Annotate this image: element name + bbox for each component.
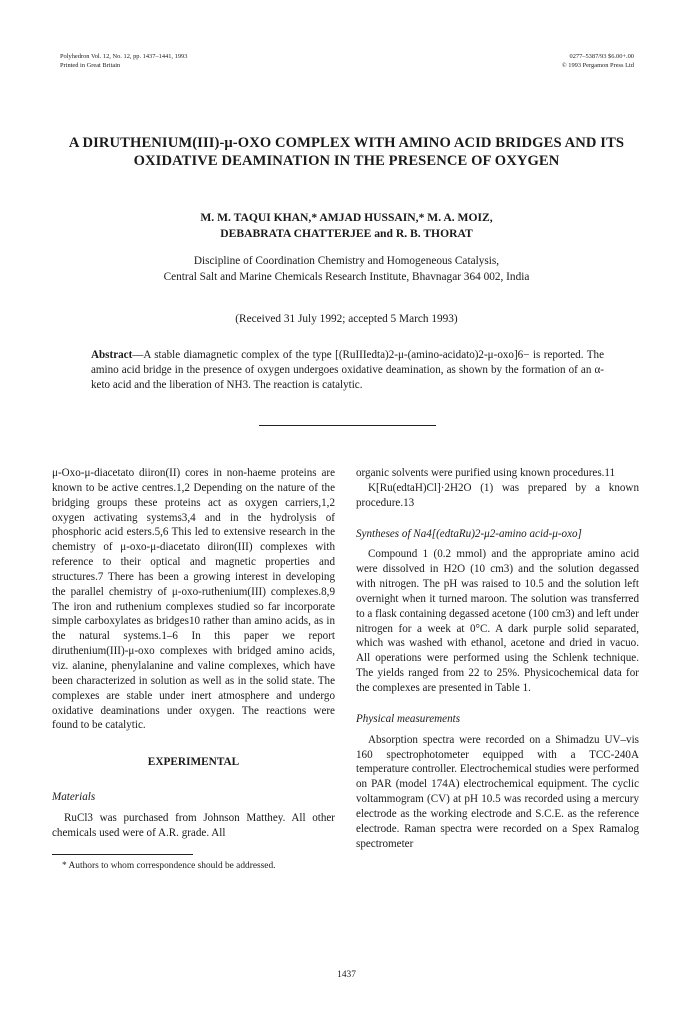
left-column bbox=[52, 466, 335, 872]
abstract-divider bbox=[259, 425, 436, 426]
footnote-divider bbox=[52, 854, 193, 855]
materials-continued: organic solvents were purified using known procedures.11 bbox=[356, 467, 616, 479]
affiliation-line-2: Central Salt and Marine Chemicals Research Institute, Bhavnagar 364 002, India bbox=[163, 270, 530, 283]
right-column bbox=[356, 466, 639, 851]
experimental-heading: EXPERIMENTAL bbox=[147, 756, 240, 769]
affiliation-line-1: Discipline of Coordination Chemistry and Homogeneous Catalysis, bbox=[193, 255, 500, 267]
copyright-block bbox=[562, 53, 634, 70]
printed-in-line: Printed in Great Britain bbox=[60, 61, 121, 69]
article-title: A DIRUTHENIUM(III)-μ-OXO COMPLEX WITH AMINO ACID BRIDGES AND ITS OXIDATIVE DEAMINATION IN THE PRESENCE OF OXYGEN bbox=[68, 135, 625, 169]
citation-line: Polyhedron Vol. 12, No. 12, pp. 1437–1441, 1993 bbox=[60, 53, 188, 60]
received-dates: (Received 31 July 1992; accepted 5 March 1993) bbox=[235, 313, 458, 325]
introduction-paragraph: μ-Oxo-μ-diacetato diiron(II) cores in non-haeme proteins are known to be active centres.1,2 Depending on the nature of the bridging groups these proteins act as oxygen carriers,1,2 oxygen activating systems3,4 and in the hydrolysis of phosphoric acid esters.5,6 This led to extensive research in the chemistry of μ-oxo-μ-diacetato diiron(III) complexes with reference to their optical and magnetic properties and structures.7 There has been a growing interest in developing the parallel chemistry of μ-oxo-ruthenium(III) complexes.8,9 The iron and ruthenium complexes studied so far incorporate simple carboxylates as bridges10 rather than amino acids, as in the natural systems.1–6 In this paper we report diruthenium(III)-μ-oxo complexes with bridged amino acids, viz. alanine, phenylalanine and valine complexes, which have been characterized in solution as well as in the solid state. The complexes are stable under inert atmosphere and undergo oxidative deaminations under oxygen. The reactions were found to be catalytic. bbox=[52, 467, 335, 732]
compound-preparation: K[Ru(edtaH)Cl]·2H2O (1) was prepared by a known procedure.13 bbox=[356, 481, 639, 509]
physical-measurements-paragraph: Absorption spectra were recorded on a Shimadzu UV–vis 160 spectrophotometer equipped with a TCC-240A temperature controller. Electrochemical studies were performed on PAR (model 174A) electrochemical equipment. The cyclic voltammogram (CV) at pH 10.5 was recorded using a mercury electrode as the working electrode and S.C.E. as the reference electrode. Raman spectra were recorded on a Spex Ramalog spectrometer bbox=[356, 733, 639, 850]
author-list bbox=[60, 210, 633, 241]
journal-citation bbox=[60, 53, 187, 70]
authors-line-2: DEBABRATA CHATTERJEE and R. B. THORAT bbox=[220, 226, 473, 240]
abstract bbox=[91, 348, 604, 394]
synthesis-heading: Syntheses of Na4[(edtaRu)2-μ2-amino acid-μ-oxo] bbox=[356, 527, 582, 540]
materials-heading: Materials bbox=[52, 791, 96, 804]
page-number: 1437 bbox=[337, 970, 356, 980]
abstract-label: Abstract bbox=[91, 349, 133, 361]
correspondence-footnote: * Authors to whom correspondence should be addressed. bbox=[62, 860, 276, 871]
abstract-text: —A stable diamagnetic complex of the type [(RuIIIedta)2-μ-(amino-acidato)2-μ-oxo]6− is reported. The amino acid bridge in the presence of oxygen undergoes oxidative deamination, as shown by the formation of an α-keto acid and the liberation of NH3. The reaction is catalytic. bbox=[91, 349, 604, 392]
copyright-line: © 1993 Pergamon Press Ltd bbox=[561, 61, 634, 69]
affiliation bbox=[60, 254, 633, 285]
materials-paragraph: RuCl3 was purchased from Johnson Matthey. All other chemicals used were of A.R. grade. All bbox=[52, 811, 335, 839]
authors-line-1: M. M. TAQUI KHAN,* AMJAD HUSSAIN,* M. A. MOIZ, bbox=[200, 211, 493, 224]
synthesis-paragraph: Compound 1 (0.2 mmol) and the appropriate amino acid were dissolved in H2O (10 cm3) and the solution degassed with nitrogen. The pH was raised to 10.5 and the solution left overnight when it turned maroon. The solution was transferred to a flask containing degassed acetone (100 cm3) and left under nitrogen for a week at 0°C. A dark purple solid separated, which was washed with ethanol, acetone and dried in vacuo. All operations were performed using the Schlenk technique. The yields ranged from 22 to 25%. Physicochemical data for the complexes are presented in Table 1. bbox=[356, 548, 639, 694]
physical-measurements-heading: Physical measurements bbox=[356, 712, 461, 725]
issn-price-line: 0277–5387/93 $6.00+.00 bbox=[569, 53, 634, 60]
